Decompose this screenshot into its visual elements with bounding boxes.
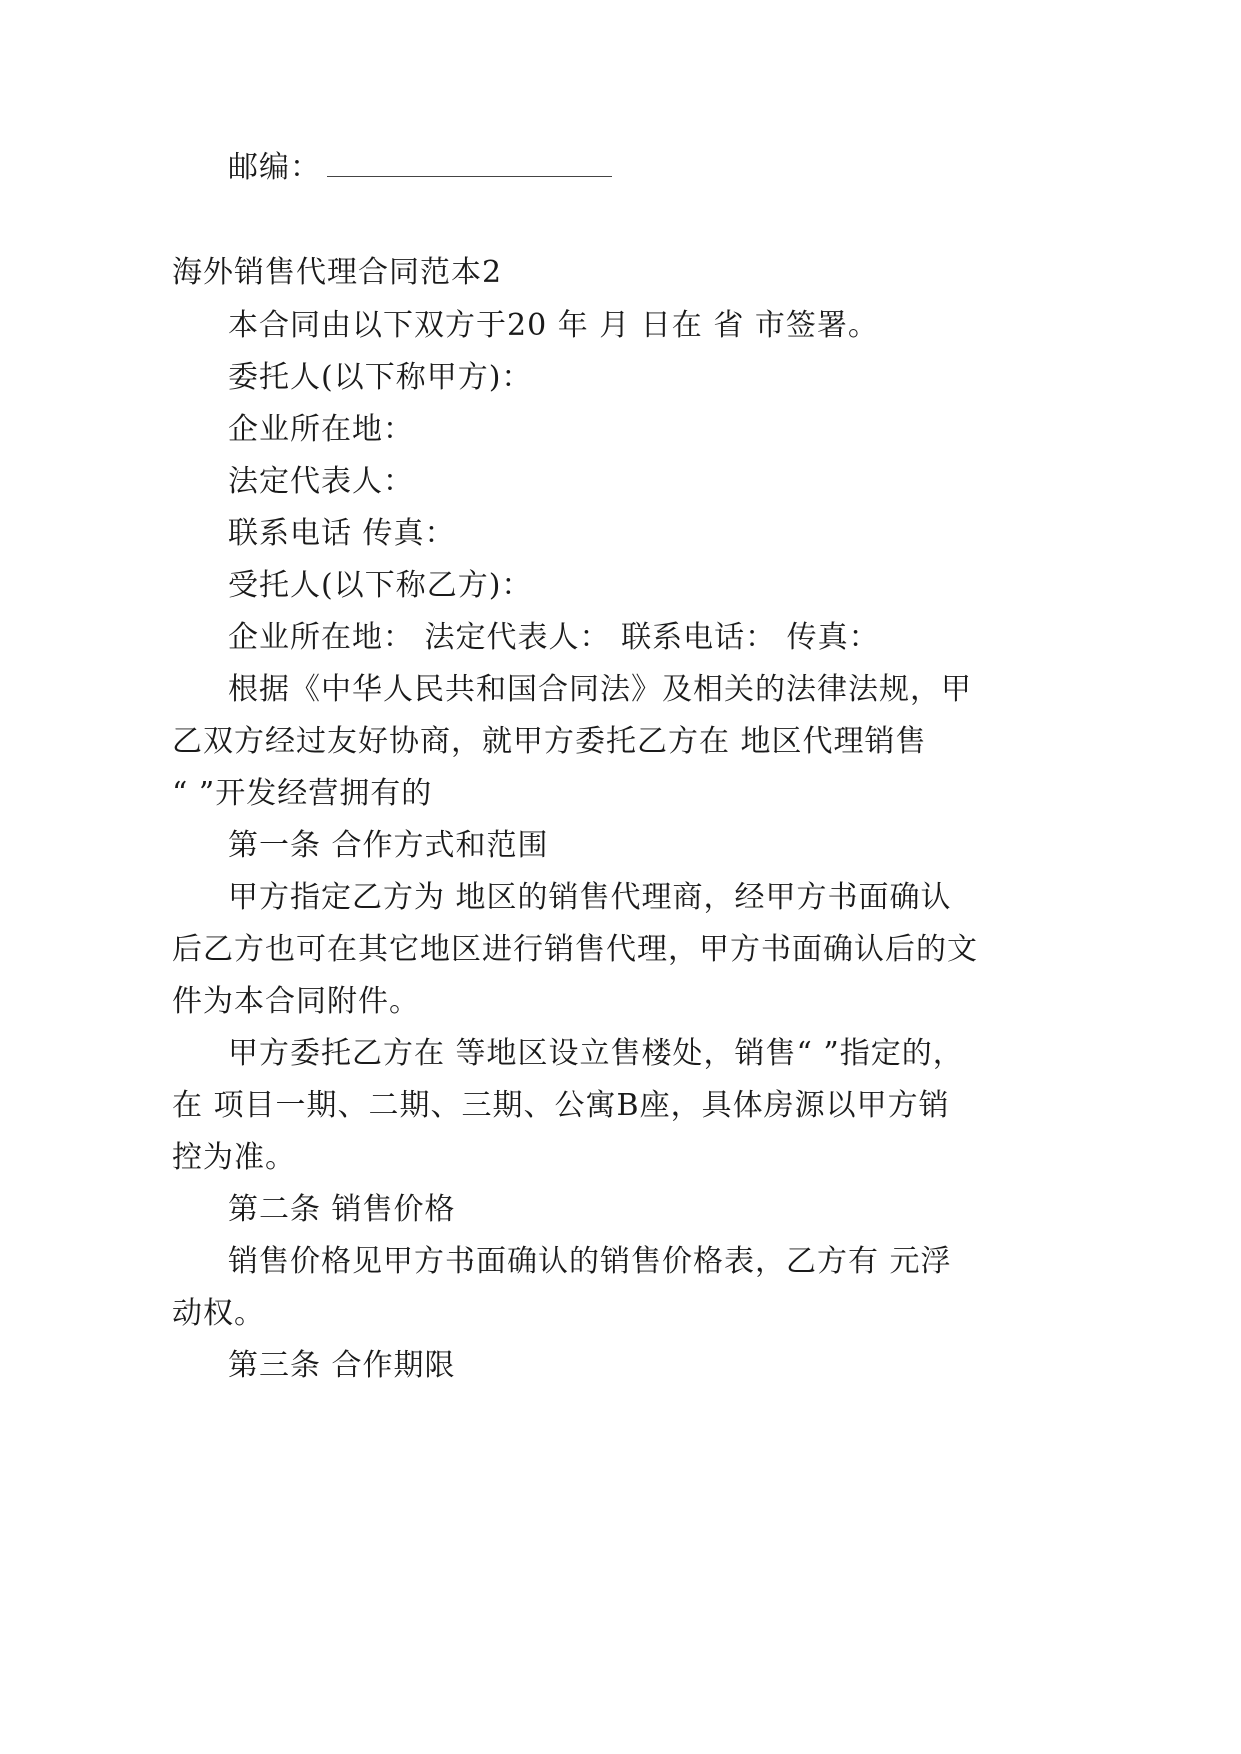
postcode-label: 邮编：: [228, 150, 321, 185]
paragraph-line: 销售价格见甲方书面确认的销售价格表，乙方有 元浮: [228, 1244, 952, 1279]
paragraph-line: 控为准。: [172, 1140, 296, 1175]
section-heading: 第二条 销售价格: [228, 1192, 456, 1227]
paragraph-line: “ ”开发经营拥有的: [172, 776, 433, 811]
section-heading: 第一条 合作方式和范围: [228, 828, 549, 863]
paragraph-line: 根据《中华人民共和国合同法》及相关的法律法规，甲: [228, 672, 972, 707]
paragraph-line: 后乙方也可在其它地区进行销售代理，甲方书面确认后的文: [172, 932, 978, 967]
document-title: 海外销售代理合同范本2: [172, 255, 503, 290]
paragraph-line: 委托人(以下称甲方)：: [228, 360, 533, 395]
postcode-line: [228, 148, 612, 188]
paragraph-line: 乙双方经过友好协商，就甲方委托乙方在 地区代理销售: [172, 724, 927, 759]
paragraph-line: 企业所在地：: [228, 412, 414, 447]
paragraph-line: 企业所在地： 法定代表人： 联系电话： 传真：: [228, 620, 880, 655]
paragraph-line: 动权。: [172, 1296, 265, 1331]
paragraph-line: 联系电话 传真：: [228, 516, 456, 551]
paragraph-line: 受托人(以下称乙方)：: [228, 568, 533, 603]
section-heading: 第三条 合作期限: [228, 1348, 456, 1383]
paragraph-line: 甲方委托乙方在 等地区设立售楼处，销售“ ”指定的，: [228, 1036, 964, 1071]
paragraph-line: 甲方指定乙方为 地区的销售代理商，经甲方书面确认: [228, 880, 952, 915]
postcode-blank-rule: [327, 154, 612, 177]
paragraph-line: 在 项目一期、二期、三期、公寓B座，具体房源以甲方销: [172, 1088, 950, 1123]
paragraph-line: 件为本合同附件。: [172, 984, 420, 1019]
paragraph-line: 法定代表人：: [228, 464, 414, 499]
paragraph-line: 本合同由以下双方于20 年 月 日在 省 市签署。: [228, 308, 879, 343]
